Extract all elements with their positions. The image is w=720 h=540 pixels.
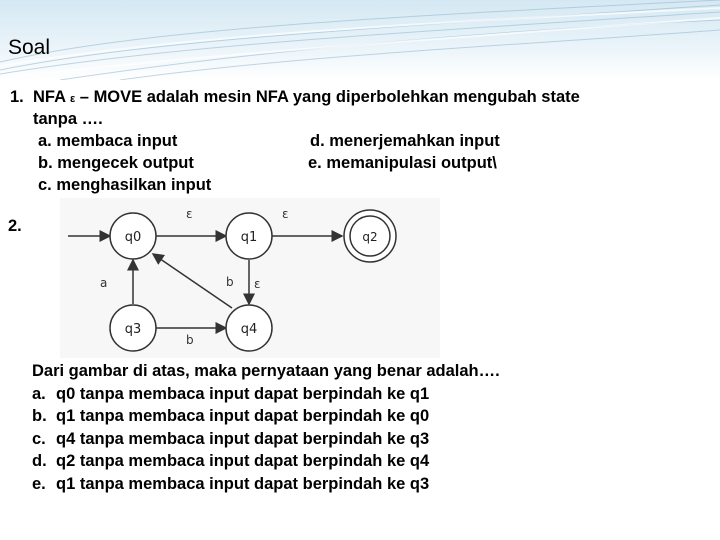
- option-letter: d.: [32, 452, 47, 470]
- option-text: q1 tanpa membaca input dapat berpindah ke q3: [56, 474, 430, 493]
- question-2-option-b: [32, 405, 500, 428]
- question-2-prompt: Dari gambar di atas, maka pernyataan yang benar adalah….: [32, 362, 500, 380]
- option-letter: c.: [32, 429, 46, 448]
- option-text: q2 tanpa membaca input dapat berpindah ke q4: [56, 452, 430, 470]
- question-2-option-a: [32, 383, 500, 406]
- question-2-body: [32, 360, 500, 495]
- question-1-stem-line2: tanpa ….: [33, 110, 103, 128]
- question-1-option-e: e. memanipulasi output\: [308, 154, 497, 172]
- question-1-stem-prefix: NFA: [33, 88, 70, 106]
- question-1-number: 1.: [10, 88, 24, 106]
- option-text: q1 tanpa membaca input dapat berpindah ke q0: [56, 407, 430, 425]
- edge-q4-q0-label: b: [226, 275, 234, 289]
- edge-q1-q2-label: ε: [282, 207, 289, 221]
- state-q0-label: q0: [124, 230, 142, 245]
- edge-q1-q4-label: ε: [254, 277, 261, 291]
- nfa-diagram-svg: [60, 198, 440, 358]
- question-2-option-e: [32, 473, 500, 496]
- option-letter: b.: [32, 407, 47, 425]
- header-swoosh-decoration: [0, 0, 720, 80]
- question-1-option-d: d. menerjemahkan input: [310, 132, 500, 150]
- state-q3-label: q3: [124, 322, 142, 337]
- option-letter: e.: [32, 474, 46, 493]
- question-1-stem-suffix: – MOVE adalah mesin NFA yang diperbolehkan mengubah state: [75, 88, 580, 106]
- edge-q0-q1-label: ε: [186, 207, 193, 221]
- state-q2-label: q2: [362, 230, 378, 244]
- epsilon-symbol: ε: [69, 93, 76, 105]
- nfa-state-diagram: [60, 198, 440, 358]
- question-1-option-a: a. membaca input: [38, 132, 178, 150]
- state-q4-label: q4: [240, 322, 258, 337]
- header-band: [0, 0, 720, 80]
- question-2-option-c: [32, 428, 500, 451]
- option-letter: a.: [32, 384, 46, 403]
- option-text: q0 tanpa membaca input dapat berpindah ke q1: [56, 384, 430, 403]
- question-1-stem-line1: [33, 86, 580, 110]
- edge-q3-q4-label: b: [186, 333, 194, 347]
- question-2-number: 2.: [8, 217, 22, 235]
- question-2-option-d: [32, 450, 500, 473]
- question-1-option-b: b. mengecek output: [38, 154, 194, 172]
- option-text: q4 tanpa membaca input dapat berpindah ke q3: [56, 429, 430, 448]
- edge-q3-q0-label: a: [100, 276, 108, 290]
- slide-title: Soal: [8, 36, 51, 59]
- question-1-option-c: c. menghasilkan input: [38, 176, 212, 194]
- state-q1-label: q1: [240, 230, 258, 245]
